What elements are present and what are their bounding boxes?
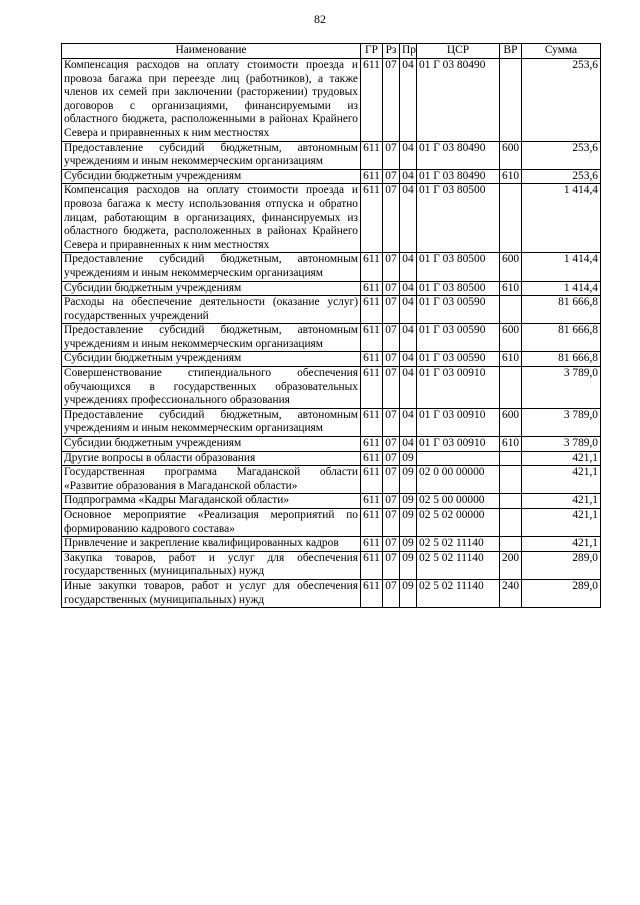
row-vr xyxy=(500,296,522,324)
row-gr: 611 xyxy=(361,494,383,509)
row-name: Расходы на обеспечение деятельности (оказание услуг) государственных учреждений xyxy=(62,296,361,324)
row-gr: 611 xyxy=(361,367,383,409)
header-sum: Сумма xyxy=(522,44,601,59)
row-csr: 01 Г 03 00590 xyxy=(417,324,500,352)
row-name: Государственная программа Магаданской области «Развитие образования в Магаданской области» xyxy=(62,466,361,494)
row-rz: 07 xyxy=(383,408,400,436)
table-row xyxy=(62,141,601,169)
table-row xyxy=(62,296,601,324)
row-sum: 81 666,8 xyxy=(522,324,601,352)
row-pr: 04 xyxy=(400,296,417,324)
row-vr xyxy=(500,451,522,466)
row-gr: 611 xyxy=(361,352,383,367)
row-vr xyxy=(500,537,522,552)
row-gr: 611 xyxy=(361,296,383,324)
row-vr: 600 xyxy=(500,408,522,436)
row-gr: 611 xyxy=(361,408,383,436)
header-csr: ЦСР xyxy=(417,44,500,59)
row-sum: 421,1 xyxy=(522,509,601,537)
row-pr: 09 xyxy=(400,494,417,509)
header-rz: Рз xyxy=(383,44,400,59)
row-csr: 01 Г 03 80500 xyxy=(417,281,500,296)
row-sum: 3 789,0 xyxy=(522,437,601,452)
row-csr: 01 Г 03 00590 xyxy=(417,296,500,324)
row-pr: 04 xyxy=(400,253,417,281)
row-gr: 611 xyxy=(361,551,383,579)
table-row xyxy=(62,184,601,253)
row-rz: 07 xyxy=(383,451,400,466)
row-name: Иные закупки товаров, работ и услуг для обеспечения государственных (муниципальных) нужд xyxy=(62,579,361,607)
row-sum: 1 414,4 xyxy=(522,253,601,281)
header-name: Наименование xyxy=(62,44,361,59)
row-sum: 81 666,8 xyxy=(522,296,601,324)
row-name: Основное мероприятие «Реализация мероприятий по формированию кадрового состава» xyxy=(62,509,361,537)
row-pr: 04 xyxy=(400,367,417,409)
row-name: Подпрограмма «Кадры Магаданской области» xyxy=(62,494,361,509)
row-gr: 611 xyxy=(361,59,383,142)
row-vr: 610 xyxy=(500,169,522,184)
row-name: Привлечение и закрепление квалифицированных кадров xyxy=(62,537,361,552)
row-name: Предоставление субсидий бюджетным, автономным учреждениям и иным некоммерческим организациям xyxy=(62,408,361,436)
table-row xyxy=(62,509,601,537)
row-rz: 07 xyxy=(383,184,400,253)
table-row xyxy=(62,352,601,367)
row-pr: 04 xyxy=(400,352,417,367)
row-csr: 01 Г 03 00910 xyxy=(417,408,500,436)
table-row xyxy=(62,253,601,281)
row-name: Предоставление субсидий бюджетным, автономным учреждениям и иным некоммерческим организациям xyxy=(62,141,361,169)
row-gr: 611 xyxy=(361,437,383,452)
row-name: Предоставление субсидий бюджетным, автономным учреждениям и иным некоммерческим организациям xyxy=(62,324,361,352)
row-sum: 3 789,0 xyxy=(522,408,601,436)
table-row xyxy=(62,437,601,452)
row-rz: 07 xyxy=(383,579,400,607)
row-pr: 04 xyxy=(400,184,417,253)
row-sum: 253,6 xyxy=(522,169,601,184)
row-rz: 07 xyxy=(383,352,400,367)
row-csr: 01 Г 03 80490 xyxy=(417,141,500,169)
row-pr: 04 xyxy=(400,437,417,452)
row-sum: 421,1 xyxy=(522,451,601,466)
row-pr: 09 xyxy=(400,451,417,466)
row-vr xyxy=(500,367,522,409)
row-rz: 07 xyxy=(383,466,400,494)
row-gr: 611 xyxy=(361,537,383,552)
row-rz: 07 xyxy=(383,324,400,352)
budget-table xyxy=(61,43,601,608)
row-pr: 04 xyxy=(400,141,417,169)
table-row xyxy=(62,324,601,352)
table-body xyxy=(62,59,601,608)
table-row xyxy=(62,169,601,184)
row-csr: 01 Г 03 80500 xyxy=(417,253,500,281)
row-name: Компенсация расходов на оплату стоимости проезда и провоза багажа при переезде лиц (работников), а также членов их семей при заключении (расторжении) трудовых договоров с организациями, финансируемыми из областного бюджета, расположенными в районах Крайнего Севера и приравненных к ним местностях xyxy=(62,59,361,142)
row-gr: 611 xyxy=(361,579,383,607)
row-rz: 07 xyxy=(383,437,400,452)
table-row xyxy=(62,451,601,466)
row-vr: 610 xyxy=(500,352,522,367)
row-csr: 01 Г 03 00910 xyxy=(417,367,500,409)
row-pr: 04 xyxy=(400,281,417,296)
row-csr: 02 5 02 11140 xyxy=(417,537,500,552)
row-pr: 04 xyxy=(400,408,417,436)
row-pr: 09 xyxy=(400,579,417,607)
row-rz: 07 xyxy=(383,141,400,169)
table-row xyxy=(62,537,601,552)
page-number: 82 xyxy=(314,12,326,26)
row-sum: 1 414,4 xyxy=(522,281,601,296)
row-sum: 289,0 xyxy=(522,579,601,607)
row-sum: 289,0 xyxy=(522,551,601,579)
table-header xyxy=(62,44,601,59)
row-pr: 04 xyxy=(400,59,417,142)
row-csr: 01 Г 03 00910 xyxy=(417,437,500,452)
row-rz: 07 xyxy=(383,367,400,409)
table-row xyxy=(62,59,601,142)
row-vr xyxy=(500,494,522,509)
table-row xyxy=(62,367,601,409)
row-gr: 611 xyxy=(361,253,383,281)
row-csr: 01 Г 03 80500 xyxy=(417,184,500,253)
row-rz: 07 xyxy=(383,253,400,281)
row-rz: 07 xyxy=(383,494,400,509)
row-pr: 09 xyxy=(400,537,417,552)
row-vr: 200 xyxy=(500,551,522,579)
row-rz: 07 xyxy=(383,537,400,552)
row-sum: 81 666,8 xyxy=(522,352,601,367)
row-name: Другие вопросы в области образования xyxy=(62,451,361,466)
row-csr: 01 Г 03 80490 xyxy=(417,169,500,184)
row-pr: 09 xyxy=(400,551,417,579)
table-row xyxy=(62,408,601,436)
row-rz: 07 xyxy=(383,59,400,142)
row-csr: 02 0 00 00000 xyxy=(417,466,500,494)
row-sum: 253,6 xyxy=(522,59,601,142)
row-vr xyxy=(500,59,522,142)
row-rz: 07 xyxy=(383,169,400,184)
row-vr xyxy=(500,509,522,537)
row-gr: 611 xyxy=(361,466,383,494)
row-gr: 611 xyxy=(361,169,383,184)
header-gr: ГР xyxy=(361,44,383,59)
row-name: Закупка товаров, работ и услуг для обеспечения государственных (муниципальных) нужд xyxy=(62,551,361,579)
row-sum: 421,1 xyxy=(522,494,601,509)
row-name: Субсидии бюджетным учреждениям xyxy=(62,281,361,296)
row-vr: 610 xyxy=(500,281,522,296)
table-row xyxy=(62,466,601,494)
row-csr: 01 Г 03 00590 xyxy=(417,352,500,367)
row-name: Совершенствование стипендиального обеспечения обучающихся в государственных образовательных учреждениях профессионального образования xyxy=(62,367,361,409)
row-csr: 01 Г 03 80490 xyxy=(417,59,500,142)
row-sum: 253,6 xyxy=(522,141,601,169)
row-rz: 07 xyxy=(383,509,400,537)
row-sum: 3 789,0 xyxy=(522,367,601,409)
row-gr: 611 xyxy=(361,324,383,352)
row-gr: 611 xyxy=(361,141,383,169)
row-vr xyxy=(500,466,522,494)
row-gr: 611 xyxy=(361,184,383,253)
table-row xyxy=(62,579,601,607)
row-pr: 04 xyxy=(400,169,417,184)
row-vr: 240 xyxy=(500,579,522,607)
row-name: Субсидии бюджетным учреждениям xyxy=(62,169,361,184)
row-pr: 09 xyxy=(400,509,417,537)
row-name: Компенсация расходов на оплату стоимости проезда и провоза багажа к месту использования отпуска и обратно лицам, работающим в организациях, финансируемых из областного бюджета, расположенных в районах Крайнего Севера и приравненных к ним местностях xyxy=(62,184,361,253)
row-csr: 02 5 00 00000 xyxy=(417,494,500,509)
row-gr: 611 xyxy=(361,509,383,537)
row-csr: 02 5 02 11140 xyxy=(417,579,500,607)
row-vr: 600 xyxy=(500,141,522,169)
table-row xyxy=(62,551,601,579)
row-gr: 611 xyxy=(361,451,383,466)
row-sum: 421,1 xyxy=(522,537,601,552)
row-rz: 07 xyxy=(383,281,400,296)
table-row xyxy=(62,281,601,296)
header-vr: ВР xyxy=(500,44,522,59)
row-vr xyxy=(500,184,522,253)
row-csr: 02 5 02 11140 xyxy=(417,551,500,579)
row-vr: 600 xyxy=(500,253,522,281)
row-name: Предоставление субсидий бюджетным, автономным учреждениям и иным некоммерческим организациям xyxy=(62,253,361,281)
row-pr: 09 xyxy=(400,466,417,494)
row-vr: 610 xyxy=(500,437,522,452)
header-pr: Пр xyxy=(400,44,417,59)
row-csr xyxy=(417,451,500,466)
row-rz: 07 xyxy=(383,296,400,324)
row-vr: 600 xyxy=(500,324,522,352)
row-gr: 611 xyxy=(361,281,383,296)
row-csr: 02 5 02 00000 xyxy=(417,509,500,537)
row-rz: 07 xyxy=(383,551,400,579)
row-name: Субсидии бюджетным учреждениям xyxy=(62,352,361,367)
table-row xyxy=(62,494,601,509)
row-pr: 04 xyxy=(400,324,417,352)
row-name: Субсидии бюджетным учреждениям xyxy=(62,437,361,452)
row-sum: 421,1 xyxy=(522,466,601,494)
row-sum: 1 414,4 xyxy=(522,184,601,253)
